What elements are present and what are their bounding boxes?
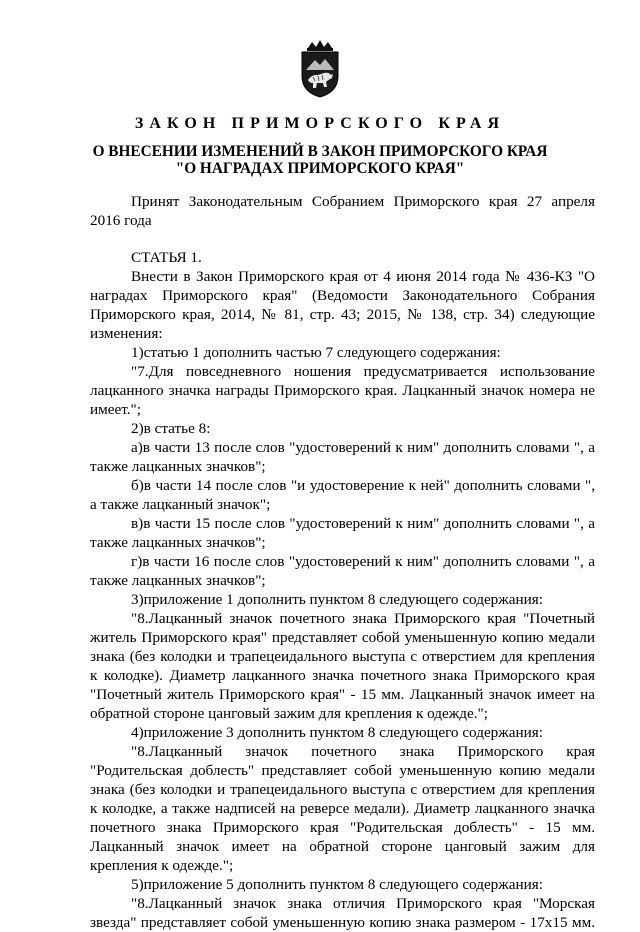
law-subtitle xyxy=(0,143,640,177)
coat-of-arms-emblem xyxy=(298,40,342,98)
document-body xyxy=(90,192,595,932)
paragraph: "8.Лацканный значок почетного знака Приморского края "Почетный житель Приморского края" представляет собой уменьшенную копию медали знака (без колодки и трапецеидального выступа с отверстием для крепления к колодке). Диаметр лацканного значка почетного знака Приморского края "Почетный житель Приморского края" - 15 мм. Лацканный значок имеет на обратной стороне цанговый зажим для крепления к одежде."; xyxy=(90,610,595,722)
paragraph: 3)приложение 1 дополнить пунктом 8 следующего содержания: xyxy=(131,591,543,608)
subtitle-line-2: "О НАГРАДАХ ПРИМОРСКОГО КРАЯ" xyxy=(175,160,465,177)
paragraph: 4)приложение 3 дополнить пунктом 8 следующего содержания: xyxy=(131,724,543,741)
adoption-note: Принят Законодательным Собранием Приморского края 27 апреля 2016 года xyxy=(90,193,595,229)
paragraph: г)в части 16 после слов "удостоверений к ним" дополнить словами ", а также лацканных значков"; xyxy=(90,553,595,589)
law-title: ЗАКОН ПРИМОРСКОГО КРАЯ xyxy=(134,115,506,132)
paragraph: 5)приложение 5 дополнить пунктом 8 следующего содержания: xyxy=(131,876,543,893)
paragraph: "8.Лацканный значок знака отличия Приморского края "Морская звезда" представляет собой уменьшенную копию знака размером - 17x15 мм. xyxy=(90,895,595,931)
paragraph: 2)в статье 8: xyxy=(131,420,211,437)
paragraph: в)в части 15 после слов "удостоверений к ним" дополнить словами ", а также лацканных значков"; xyxy=(90,515,595,551)
article-heading: СТАТЬЯ 1. xyxy=(131,249,202,266)
paragraph: 1)статью 1 дополнить частью 7 следующего содержания: xyxy=(131,344,501,361)
paragraph: "8.Лацканный значок почетного знака Приморского края "Родительская доблесть" представляет собой уменьшенную копию медали знака (без колодки и трапецеидального выступа с отверстием для крепления к колодке, а также надписей на реверсе медали). Диаметр лацканного значка почетного знака Приморского края "Родительская доблесть" - 15 мм. Лацканный значок имеет на обратной стороне цанговый зажим для крепления к одежде."; xyxy=(90,743,595,874)
paragraph: Внести в Закон Приморского края от 4 июня 2014 года № 436-КЗ "О наградах Приморского края" (Ведомости Законодательного Собрания Приморского края, 2014, № 81, стр. 43; 2015, № 138, стр. 34) следующие изменения: xyxy=(90,268,595,342)
paragraph: а)в части 13 после слов "удостоверений к ним" дополнить словами ", а также лацканных значков"; xyxy=(90,439,595,475)
paragraph: б)в части 14 после слов "и удостоверение к ней" дополнить словами ", а также лацканный значок"; xyxy=(90,477,595,513)
subtitle-line-1: О ВНЕСЕНИИ ИЗМЕНЕНИЙ В ЗАКОН ПРИМОРСКОГО КРАЯ xyxy=(92,143,548,160)
paragraph: "7.Для повседневного ношения предусматривается использование лацканного значка награды Приморского края. Лацканный значок номера не имеет."; xyxy=(90,363,595,418)
